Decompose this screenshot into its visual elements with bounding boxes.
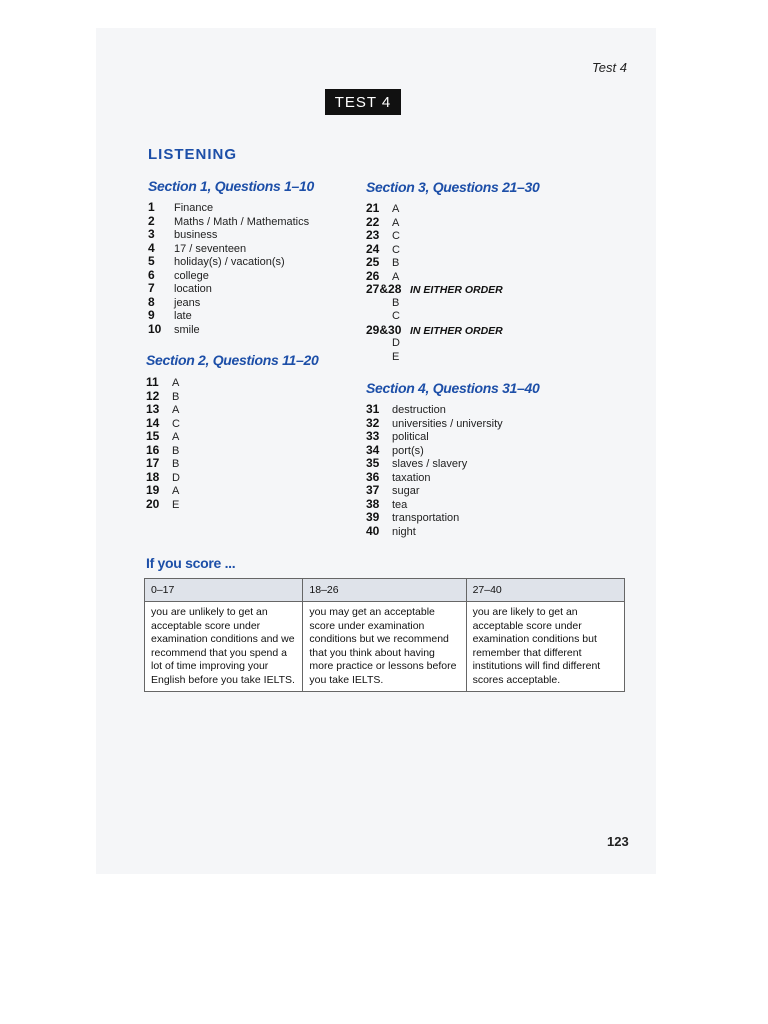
page-number: 123	[607, 834, 629, 849]
answer-item	[366, 471, 503, 485]
answer-text: B	[172, 458, 180, 470]
answer-item	[148, 201, 309, 215]
answer-item	[366, 403, 503, 417]
answer-text: A	[172, 377, 180, 389]
question-number: 10	[148, 321, 162, 336]
question-number: 24	[366, 241, 380, 256]
answer-item	[366, 270, 503, 284]
answer-text: Maths / Math / Mathematics	[174, 215, 310, 228]
answer-item	[146, 471, 180, 485]
answer-text: B	[392, 296, 400, 309]
answer-text: Finance	[174, 202, 214, 214]
answer-item	[366, 457, 503, 471]
answer-text: holiday(s) / vacation(s)	[174, 256, 285, 268]
answer-text: sugar	[392, 485, 420, 497]
answer-text: universities / university	[392, 417, 503, 430]
answer-text: slaves / slavery	[392, 458, 468, 470]
score-table-header-row	[145, 579, 625, 602]
question-number: 3	[148, 227, 155, 241]
question-number: 29&30	[366, 322, 402, 337]
question-number: 34	[366, 442, 380, 457]
answer-item	[366, 525, 503, 539]
answer-item	[366, 229, 503, 243]
answer-text: night	[392, 525, 416, 538]
answer-item	[148, 228, 309, 242]
answer-item	[146, 457, 180, 471]
answer-item	[366, 216, 503, 230]
answer-text: D	[392, 337, 400, 349]
answer-text: jeans	[174, 296, 201, 309]
question-number: 32	[366, 415, 380, 430]
answer-text: political	[392, 431, 429, 443]
answer-text: IN EITHER ORDER	[410, 284, 503, 296]
answer-item	[146, 390, 180, 404]
question-number: 39	[366, 510, 380, 524]
answer-text: late	[174, 310, 192, 322]
answer-item	[366, 337, 503, 351]
question-number: 13	[146, 402, 160, 416]
answer-item	[148, 323, 309, 337]
question-number: 38	[366, 496, 380, 511]
answer-item	[366, 351, 503, 365]
score-range-mid: 18–26	[303, 579, 466, 602]
answer-item	[148, 296, 309, 310]
question-number: 6	[148, 267, 155, 282]
answer-text: taxation	[392, 471, 431, 484]
question-number: 20	[146, 496, 160, 511]
section-4-answer-list	[366, 403, 503, 538]
section-4-heading: Section 4, Questions 31–40	[366, 380, 540, 396]
answer-item	[148, 242, 309, 256]
answer-item	[366, 444, 503, 458]
answer-text: E	[392, 350, 400, 363]
answer-item	[146, 498, 180, 512]
answer-text: tea	[392, 498, 408, 511]
question-number: 40	[366, 523, 380, 538]
answer-text: A	[172, 485, 180, 497]
question-number: 9	[148, 308, 155, 322]
answer-item	[366, 324, 503, 338]
section-2-heading: Section 2, Questions 11–20	[146, 352, 319, 368]
question-number: 37	[366, 483, 380, 497]
answer-text: C	[392, 243, 400, 256]
question-number: 35	[366, 456, 380, 470]
test-badge: TEST 4	[325, 89, 401, 115]
answer-text: C	[392, 310, 400, 322]
score-range-low: 0–17	[145, 579, 303, 602]
question-number: 18	[146, 469, 160, 484]
question-number: 25	[366, 255, 380, 269]
question-number: 14	[146, 415, 160, 430]
answer-text: 17 / seventeen	[174, 242, 247, 255]
question-number: 12	[146, 388, 160, 403]
answer-item	[366, 283, 503, 297]
question-number: 17	[146, 456, 160, 470]
question-number: 19	[146, 483, 160, 497]
answer-item	[148, 269, 309, 283]
answer-text: destruction	[392, 404, 446, 416]
score-description-mid: you may get an acceptable score under examination conditions but we recommend that you think about having more practice or lessons before you take IELTS.	[303, 602, 466, 692]
question-number: 8	[148, 294, 155, 309]
answer-item	[366, 310, 503, 324]
question-number: 4	[148, 240, 155, 255]
answer-item	[146, 444, 180, 458]
answer-item	[366, 430, 503, 444]
section-3-answer-list	[366, 202, 503, 364]
score-table	[144, 578, 625, 692]
answer-text: transportation	[392, 512, 460, 524]
score-table-body-row	[145, 602, 625, 692]
listening-heading: LISTENING	[148, 146, 238, 163]
question-number: 7	[148, 281, 155, 295]
answer-text: location	[174, 283, 212, 295]
answer-item	[366, 417, 503, 431]
answer-text: C	[392, 230, 400, 242]
answer-item	[146, 430, 180, 444]
question-number: 11	[146, 375, 159, 389]
answer-item	[148, 309, 309, 323]
section-3-heading: Section 3, Questions 21–30	[366, 179, 540, 195]
score-range-high: 27–40	[466, 579, 624, 602]
answer-text: C	[172, 417, 180, 430]
question-number: 21	[366, 201, 380, 215]
question-number: 15	[146, 429, 160, 443]
question-number: 36	[366, 469, 380, 484]
question-number: 22	[366, 214, 380, 229]
answer-text: A	[392, 270, 400, 283]
answer-item	[366, 256, 503, 270]
question-number: 27&28	[366, 282, 402, 296]
score-heading: If you score ...	[146, 555, 236, 571]
answer-item	[146, 376, 180, 390]
answer-item	[148, 255, 309, 269]
answer-text: A	[392, 203, 400, 215]
question-number: 1	[148, 200, 155, 214]
answer-text: A	[172, 431, 180, 443]
answer-item	[146, 403, 180, 417]
question-number: 5	[148, 254, 155, 268]
answer-item	[148, 215, 309, 229]
running-header: Test 4	[592, 60, 627, 75]
answer-item	[366, 243, 503, 257]
answer-text: A	[392, 216, 400, 229]
answer-text: smile	[174, 323, 200, 336]
section-1-heading: Section 1, Questions 1–10	[148, 178, 315, 194]
answer-text: E	[172, 498, 180, 511]
answer-item	[146, 484, 180, 498]
question-number: 23	[366, 228, 380, 242]
answer-item	[366, 484, 503, 498]
question-number: 2	[148, 213, 155, 228]
question-number: 26	[366, 268, 380, 283]
answer-text: B	[392, 257, 400, 269]
score-description-low: you are unlikely to get an acceptable score under examination conditions and we recommend that you spend a lot of time improving your English before you take IELTS.	[145, 602, 303, 692]
answer-text: D	[172, 471, 180, 484]
answer-text: college	[174, 269, 209, 282]
question-number: 33	[366, 429, 380, 443]
answer-item	[366, 297, 503, 311]
answer-item	[146, 417, 180, 431]
score-description-high: you are likely to get an acceptable score under examination conditions but remember that different institutions will find different scores acceptable.	[466, 602, 624, 692]
section-2-answer-list	[146, 376, 180, 511]
answer-item	[366, 511, 503, 525]
question-number: 16	[146, 442, 160, 457]
answer-text: port(s)	[392, 444, 424, 457]
answer-item	[366, 202, 503, 216]
section-1-answer-list	[148, 201, 309, 336]
answer-item	[366, 498, 503, 512]
question-number: 31	[366, 402, 380, 416]
answer-text: B	[172, 444, 180, 457]
answer-text: IN EITHER ORDER	[410, 324, 503, 337]
answer-text: business	[174, 229, 218, 241]
answer-text: B	[172, 390, 180, 403]
answer-text: A	[172, 404, 180, 416]
answer-item	[148, 282, 309, 296]
